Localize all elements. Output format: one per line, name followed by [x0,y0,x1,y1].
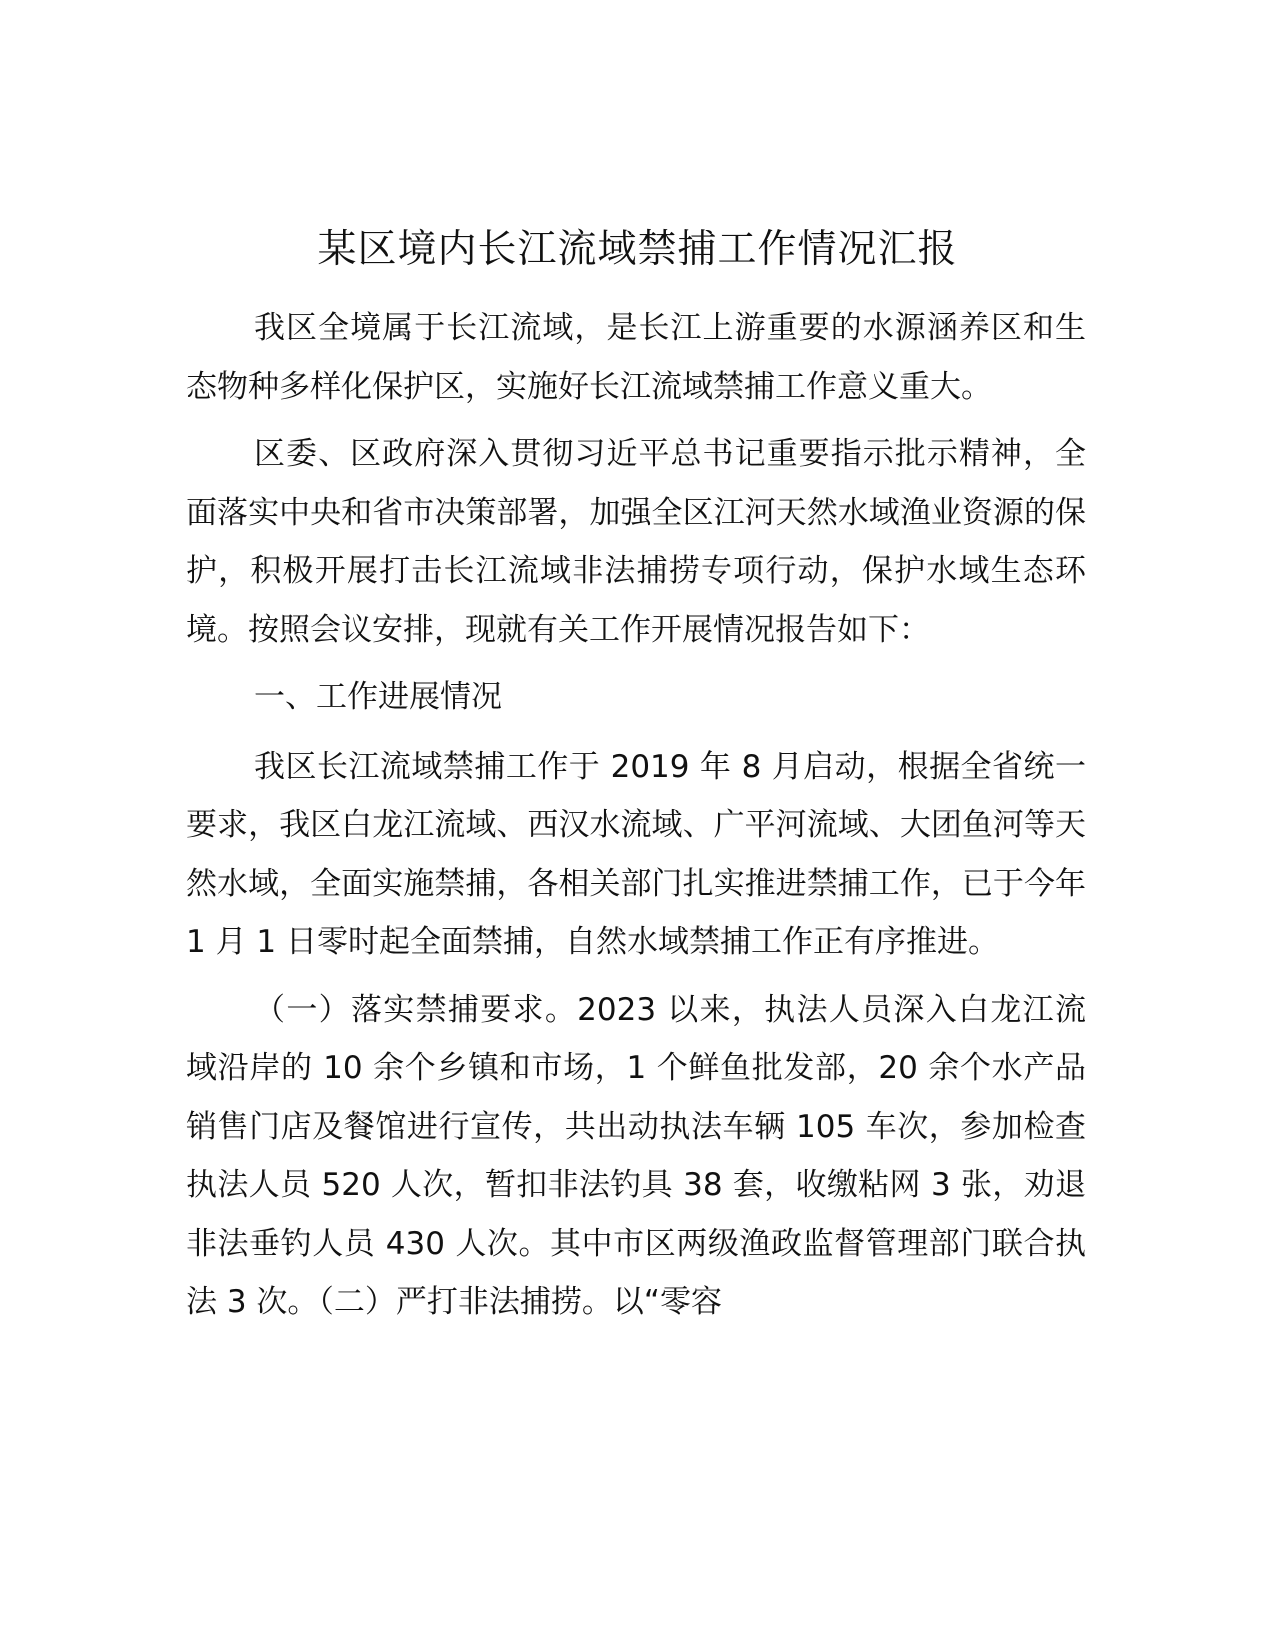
paragraph-background: 区委、区政府深入贯彻习近平总书记重要指示批示精神，全面落实中央和省市决策部署，加强全区江河天然水域渔业资源的保护，积极开展打击长江流域非法捕捞专项行动，保护水域生态环境。按照会议安排，现就有关工作开展情况报告如下： [186,436,1086,648]
paragraph-intro: 我区全境属于长江流域，是长江上游重要的水源涵养区和生态物种多样化保护区，实施好长江流域禁捕工作意义重大。 [186,310,1086,405]
document-body [186,299,1086,1341]
section-heading-progress: 一、工作进展情况 [254,679,502,715]
document-title: 某区境内长江流域禁捕工作情况汇报 [317,227,958,272]
paragraph-enforcement: （一）落实禁捕要求。2023 以来，执法人员深入白龙江流域沿岸的 10 余个乡镇和市场，1 个鲜鱼批发部，20 余个水产品销售门店及餐馆进行宣传，共出动执法车辆 105 车次，参加检查执法人员 520 人次，暂扣非法钓具 38 套，收缴粘网 3 张，劝退非法垂钓人员 430 人次。其中市区两级渔政监督管理部门联合执法 3 次。（二）严打非法捕捞。以“零容 [186,991,1086,1320]
paragraph-progress: 我区长江流域禁捕工作于 2019 年 8 月启动，根据全省统一要求，我区白龙江流域、西汉水流域、广平河流域、大团鱼河等天然水域，全面实施禁捕，各相关部门扎实推进禁捕工作，已于今年 1 月 1 日零时起全面禁捕，自然水域禁捕工作正有序推进。 [186,748,1086,960]
